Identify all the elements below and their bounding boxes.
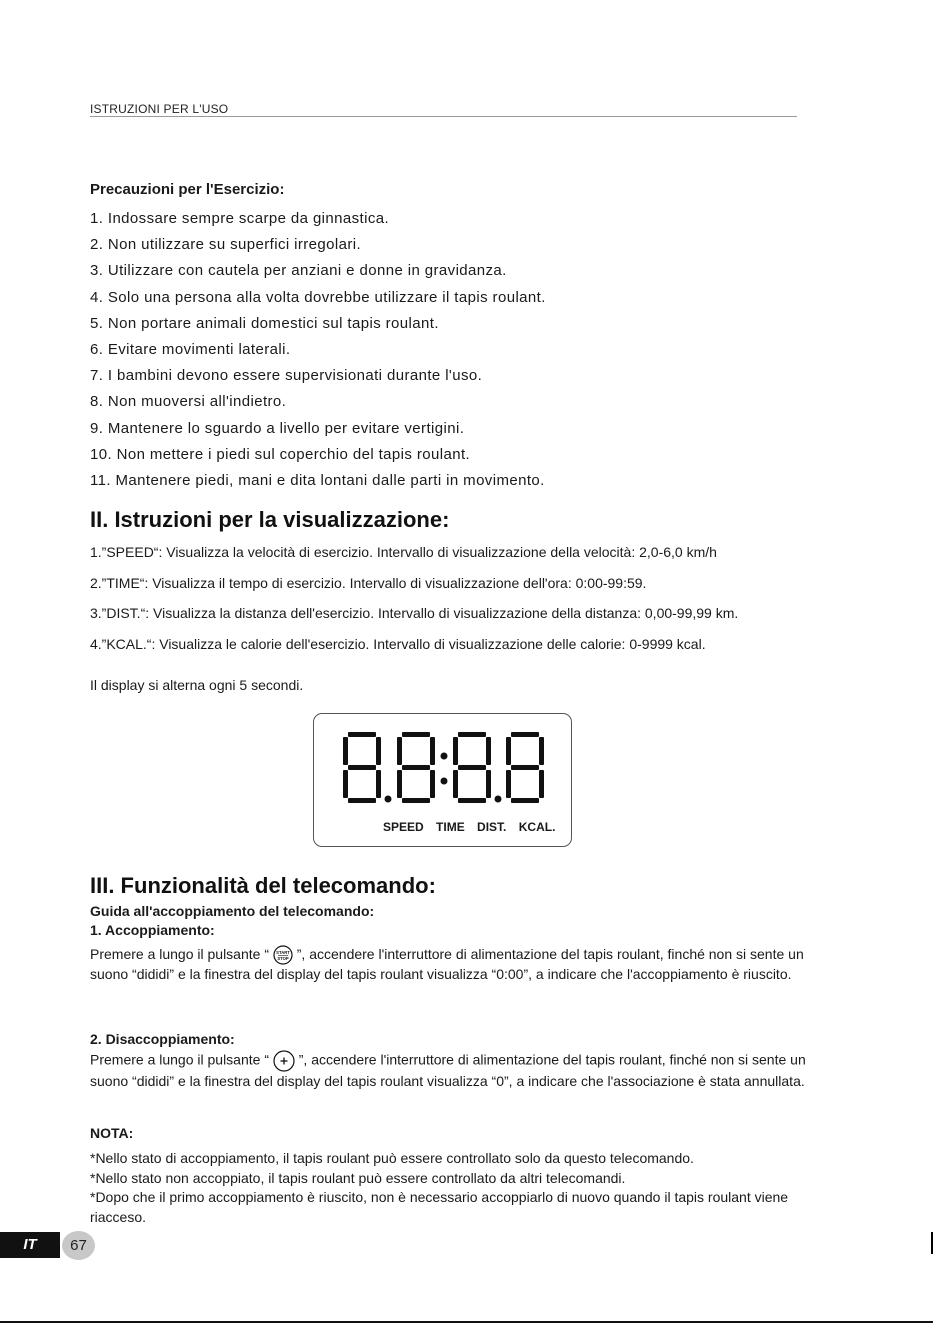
display-item-time: 2.”TIME“: Visualizza il tempo di esercizio. Intervallo di visualizzazione dell'ora: 0:00-99:59. xyxy=(90,574,647,591)
precaution-item: 9. Mantenere lo sguardo a livello per evitare vertigini. xyxy=(90,419,465,437)
svg-text:START: START xyxy=(276,950,290,956)
header-divider xyxy=(90,116,797,117)
pairing-title: 1. Accoppiamento: xyxy=(90,922,215,938)
precaution-item: 5. Non portare animali domestici sul tapis roulant. xyxy=(90,314,439,332)
running-header: ISTRUZIONI PER L'USO xyxy=(90,102,229,116)
lcd-label-calories: KCAL. xyxy=(518,820,556,834)
pairing-guide-title: Guida all'accoppiamento del telecomando: xyxy=(90,903,375,919)
display-section-title: II. Istruzioni per la visualizzazione: xyxy=(90,507,450,532)
display-items-list xyxy=(90,544,738,666)
pairing-text-start: Premere a lungo il pulsante “ xyxy=(90,946,273,962)
lcd-label-time: TIME xyxy=(436,820,465,834)
unpairing-title: 2. Disaccoppiamento: xyxy=(90,1031,235,1047)
pairing-text-end: ”, accendere l'interruttore di alimentazione del tapis roulant, finché non si sente un suono “dididi” e la finestra del display del tapis roulant visualizza “0:00”, a indicare che l'accoppiamento è riuscito. xyxy=(90,946,804,983)
precaution-item: 10. Non mettere i piedi sul coperchio del tapis roulant. xyxy=(90,445,471,463)
display-item-speed: 1.”SPEED“: Visualizza la velocità di esercizio. Intervallo di visualizzazione della velocità: 2,0-6,0 km/h xyxy=(90,544,717,560)
note-title: NOTA: xyxy=(90,1125,134,1141)
seven-segment-digits-icon xyxy=(343,732,548,807)
page-number: 67 xyxy=(62,1231,95,1260)
unpairing-text-end: ”, accendere l'interruttore di alimentazione del tapis roulant, finché non si sente un suono “dididi” e la finestra del display del tapis roulant visualizza “0”, a indicare che l'associazione è stata annullata. xyxy=(90,1051,806,1089)
note-line: *Dopo che il primo accoppiamento è riuscito, non è necessario accoppiarlo di nuovo quando il tapis roulant viene riacceso. xyxy=(90,1189,789,1225)
lcd-label-distance: DIST. xyxy=(477,820,507,834)
display-item-distance: 3.”DIST.“: Visualizza la distanza dell'esercizio. Intervallo di visualizzazione della distanza: 0,00-99,99 km. xyxy=(90,605,739,621)
pairing-paragraph xyxy=(90,945,835,985)
precaution-item: 8. Non muoversi all'indietro. xyxy=(90,393,287,411)
precautions-title: Precauzioni per l'Esercizio: xyxy=(90,181,285,198)
precautions-list xyxy=(90,206,546,494)
display-alternation-note: Il display si alterna ogni 5 secondi. xyxy=(90,677,304,693)
unpairing-text-start: Premere a lungo il pulsante “ xyxy=(90,1051,273,1068)
plus-button-icon xyxy=(273,1050,295,1072)
language-tab: IT xyxy=(0,1232,60,1258)
precaution-item: 4. Solo una persona alla volta dovrebbe utilizzare il tapis roulant. xyxy=(90,288,546,306)
note-line: *Nello stato di accoppiamento, il tapis roulant può essere controllato solo da questo telecomando. xyxy=(90,1150,694,1166)
svg-text:STOP: STOP xyxy=(277,956,289,962)
precaution-item: 11. Mantenere piedi, mani e dita lontani dalle parti in movimento. xyxy=(90,472,545,490)
lcd-label-speed: SPEED xyxy=(383,820,424,834)
precaution-item: 3. Utilizzare con cautela per anziani e donne in gravidanza. xyxy=(90,262,507,280)
display-item-calories: 4.”KCAL.“: Visualizza le calorie dell'esercizio. Intervallo di visualizzazione delle calorie: 0-9999 kcal. xyxy=(90,635,706,652)
precaution-item: 7. I bambini devono essere supervisionati durante l'uso. xyxy=(90,367,483,385)
page-bottom-edge xyxy=(0,1321,933,1323)
lcd-display-labels xyxy=(383,820,564,834)
precaution-item: 6. Evitare movimenti laterali. xyxy=(90,341,291,359)
precaution-item: 2. Non utilizzare su superfici irregolari. xyxy=(90,236,362,254)
precaution-item: 1. Indossare sempre scarpe da ginnastica. xyxy=(90,210,390,227)
note-line: *Nello stato non accoppiato, il tapis roulant può essere controllato da altri telecomandi. xyxy=(90,1169,626,1186)
unpairing-paragraph xyxy=(90,1050,835,1092)
remote-section-title: III. Funzionalità del telecomando: xyxy=(90,873,436,898)
note-paragraph xyxy=(90,1149,835,1227)
start-stop-button-icon xyxy=(273,945,293,965)
